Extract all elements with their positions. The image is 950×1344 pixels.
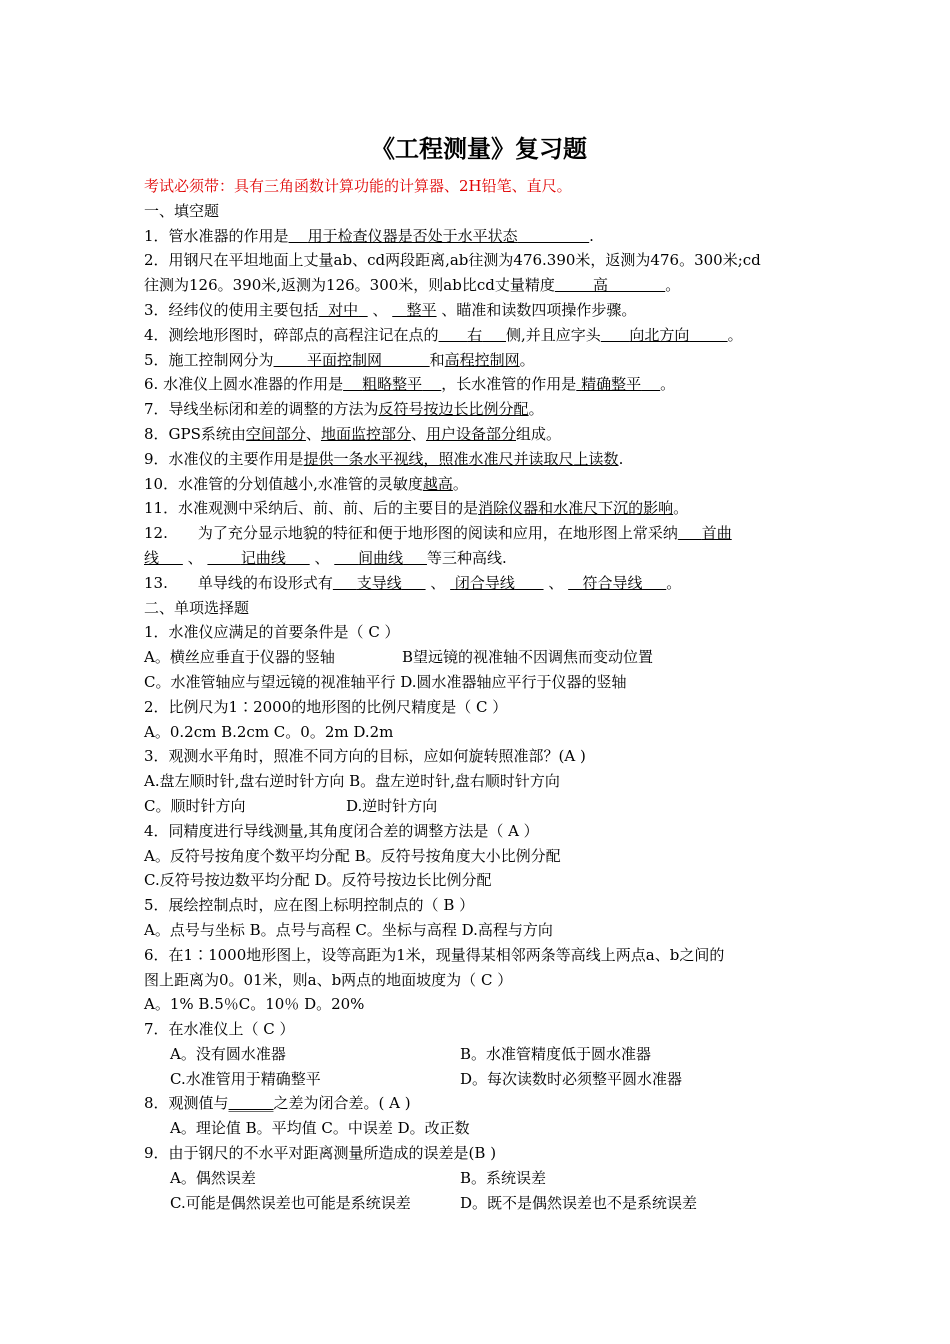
answer: 记曲线: [240, 548, 286, 567]
answer: 闭合导线: [454, 573, 515, 592]
fill-question-1: 1．管水准器的作用是 用于检查仪器是否处于水平状态 .: [144, 226, 594, 245]
choice-options: A。理论值 B。平均值 C。中误差 D。改正数: [170, 1119, 470, 1138]
choice-question-9: 9．由于钢尺的不水平对距离测量所造成的误差是(B ): [144, 1144, 497, 1163]
fill-question-12-line-1: 12. 为了充分显示地貌的特征和便于地形图的阅读和应用，在地形图上常采纳 首曲: [144, 524, 732, 543]
choice-options: A。反符号按角度个数平均分配 B。反符号按角度大小比例分配: [144, 846, 561, 865]
answer: 精确整平: [581, 375, 642, 394]
choice-question-8: 8．观测值与______之差为闭合差。( A ): [144, 1094, 411, 1113]
answer: 向北方向: [629, 325, 690, 344]
answer: 高: [593, 276, 609, 295]
fill-question-2-line-1: 2．用钢尺在平坦地面上丈量ab、cd两段距离,ab往测为476.390米，返测为476。300米;cd: [144, 251, 761, 270]
choice-question-3: 3．观测水平角时，照准不同方向的目标，应如何旋转照准部？(A ): [144, 747, 586, 766]
fill-question-8: 8．GPS系统由空间部分、地面监控部分、用户设备部分组成。: [144, 424, 561, 443]
fill-question-3: 3．经纬仪的使用主要包括 对中 、 整平 、瞄准和读数四项操作步骤。: [144, 300, 637, 319]
fill-question-9: 9．水准仪的主要作用是提供一条水平视线，照准水准尺并读取尺上读数.: [144, 449, 624, 468]
answer: 线: [144, 548, 160, 567]
answer: 高程控制网: [444, 350, 520, 369]
answer: 整平: [406, 300, 437, 319]
answer: 反符号按边长比例分配: [378, 400, 529, 419]
choice-question-6-line-1: 6．在1∶1000地形图上，设等高距为1米，现量得某相邻两条等高线上两点a、b之间的: [144, 945, 725, 964]
choice-question-5: 5．展绘控制点时，应在图上标明控制点的（ B ）: [144, 896, 475, 915]
choice-question-6-line-2: 图上距离为0。01米，则a、b两点的地面坡度为（ C ）: [144, 970, 513, 989]
answer: 越高: [422, 474, 453, 493]
answer: 首曲: [701, 524, 732, 543]
answer: 地面监控部分: [320, 424, 411, 443]
choice-question-2: 2．比例尺为1∶2000的地形图的比例尺精度是（ C ）: [144, 697, 508, 716]
choice-options: A。0.2cm B.2cm C。0。2m D.2m: [144, 722, 394, 741]
fill-question-13: 13. 单导线的布设形式有 支导线 、 闭合导线 、 符合导线 。: [144, 573, 682, 592]
answer: 右: [467, 325, 483, 344]
fill-question-4: 4．测绘地形图时，碎部点的高程注记在点的 右 侧,并且应字头 向北方向 。: [144, 325, 743, 344]
choice-options: C.反符号按边数平均分配 D。反符号按边长比例分配: [144, 871, 492, 890]
choice-options: C.水准管用于精确整平 D。每次读数时必须整平圆水准器: [170, 1069, 683, 1088]
answer: 间曲线: [358, 548, 404, 567]
fill-question-2-line-2: 往测为126。390米,返测为126。300米，则ab比cd丈量精度 高 。: [144, 276, 681, 295]
answer: 粗略整平: [362, 375, 423, 394]
answer: 空间部分: [245, 424, 306, 443]
answer: 对中: [328, 300, 359, 319]
page-title: 《工程测量》复习题: [371, 134, 587, 163]
choice-options: A。横丝应垂直于仪器的竖轴 B望远镜的视准轴不因调焦而变动位置: [144, 648, 654, 667]
choice-options: C.可能是偶然误差也可能是系统误差 D。既不是偶然误差也不是系统误差: [170, 1193, 698, 1212]
choice-options: A。偶然误差 B。系统误差: [170, 1168, 547, 1187]
fill-question-5: 5．施工控制网分为 平面控制网 和高程控制网。: [144, 350, 535, 369]
answer: 符合导线: [582, 573, 643, 592]
answer: 支导线: [356, 573, 402, 592]
answer: 提供一条水平视线，照准水准尺并读取尺上读数: [303, 449, 619, 468]
answer: 消除仪器和水准尺下沉的影响: [478, 499, 674, 518]
exam-note: 考试必须带：具有三角函数计算功能的计算器、2H铅笔、直尺。: [144, 177, 572, 195]
choice-options: A。1% B.5％C。10％ D。20%: [144, 995, 365, 1014]
answer: 平面控制网: [306, 350, 382, 369]
document-page: [144, 128, 814, 1215]
choice-options: A。点号与坐标 B。点号与高程 C。坐标与高程 D.高程与方向: [144, 920, 553, 939]
choice-options: A.盘左顺时针,盘右逆时针方向 B。盘左逆时针,盘右顺时针方向: [144, 772, 560, 791]
blank: ______: [228, 1094, 274, 1113]
fill-question-10: 10．水准管的分划值越小,水准管的灵敏度越高。: [144, 474, 468, 493]
choice-options: C。水准管轴应与望远镜的视准轴平行 D.圆水准器轴应平行于仪器的竖轴: [144, 672, 627, 691]
section-heading-fill-blank: 一、填空题: [144, 201, 220, 220]
choice-options: C。顺时针方向 D.逆时针方向: [144, 796, 438, 815]
section-heading-single-choice: 二、单项选择题: [144, 598, 250, 617]
choice-question-7: 7．在水准仪上（ C ）: [144, 1020, 295, 1039]
choice-question-1: 1．水准仪应满足的首要条件是（ C ）: [144, 623, 400, 642]
choice-options: A。没有圆水准器 B。水准管精度低于圆水准器: [170, 1044, 652, 1063]
fill-question-7: 7．导线坐标闭和差的调整的方法为反符号按边长比例分配。: [144, 400, 544, 419]
choice-question-4: 4．同精度进行导线测量,其角度闭合差的调整方法是（ A ）: [144, 821, 539, 840]
fill-question-6: 6. 水准仪上圆水准器的作用是 粗略整平 ，长水准管的作用是 精确整平 。: [144, 375, 676, 394]
fill-question-12-line-2: 线 、 记曲线 、 间曲线 等三种高线.: [144, 548, 507, 567]
fill-question-11: 11．水准观测中采纳后、前、前、后的主要目的是消除仪器和水准尺下沉的影响。: [144, 499, 689, 518]
answer: 用户设备部分: [425, 424, 516, 443]
answer: 用于检查仪器是否处于水平状态: [307, 226, 518, 245]
